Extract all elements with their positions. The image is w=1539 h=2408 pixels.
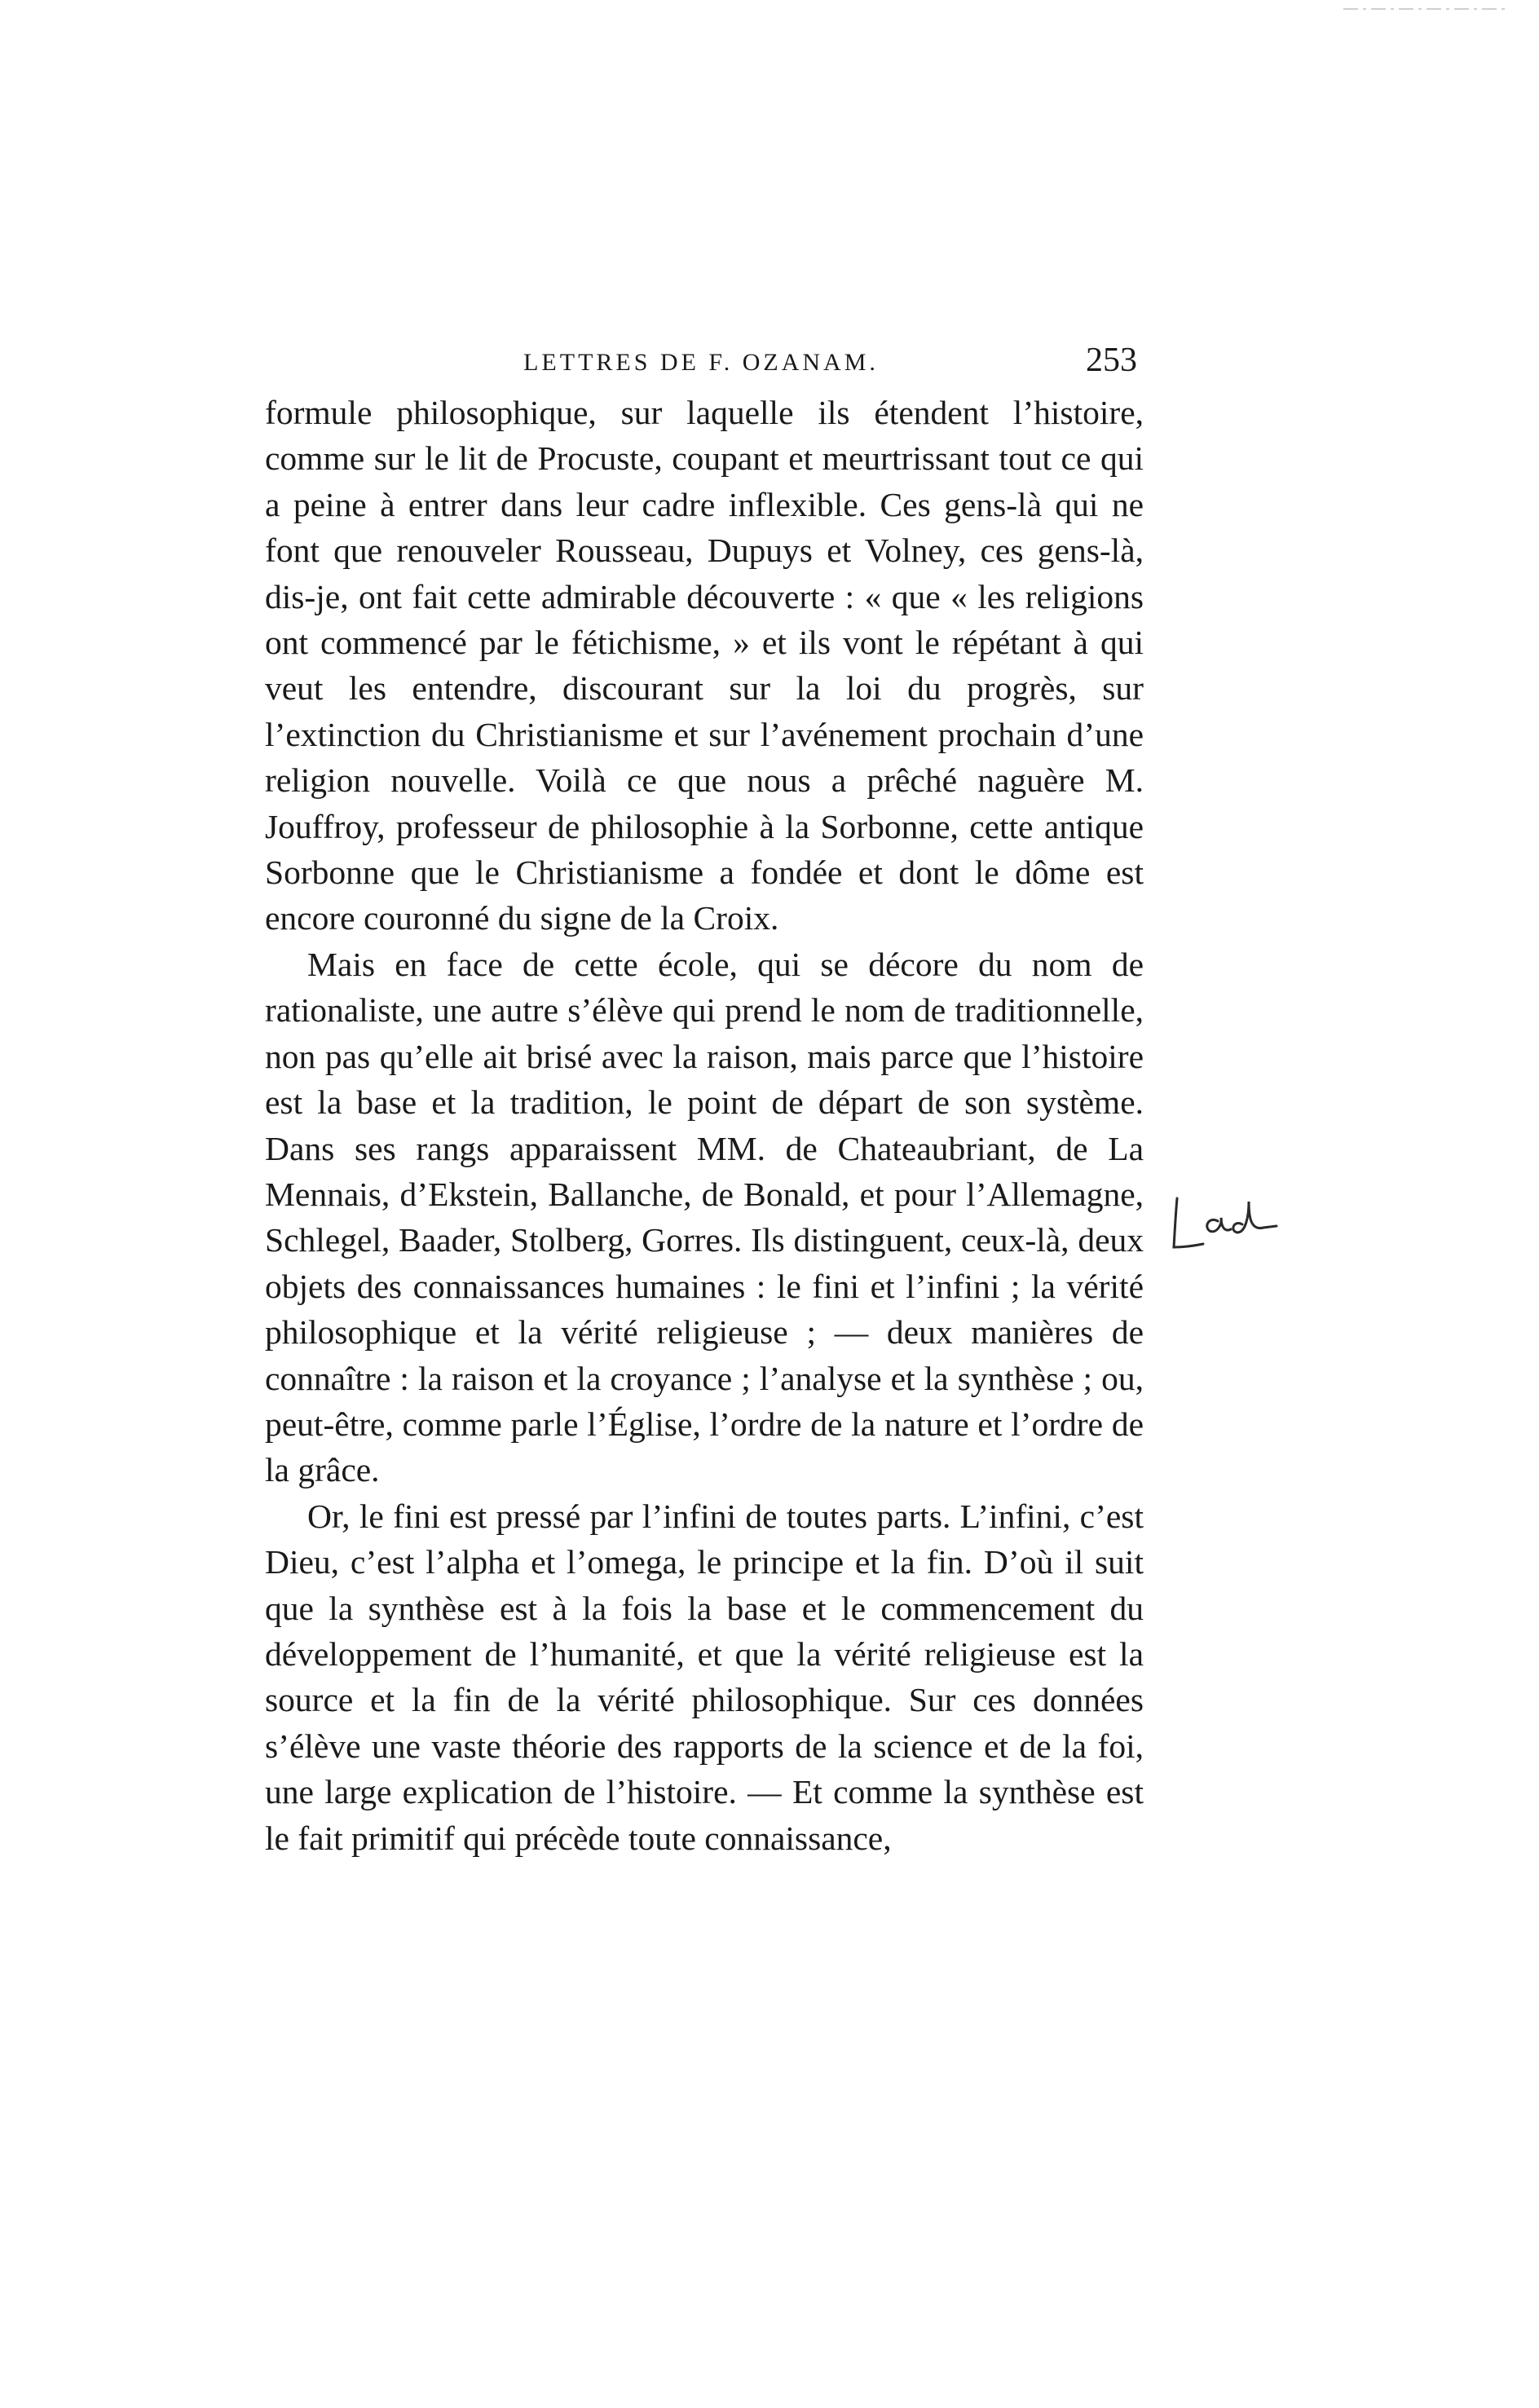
scan-edge-mark — [1343, 0, 1506, 3]
running-title: LETTRES DE F. OZANAM. — [523, 349, 879, 376]
paragraph-continuation: formule philosophique, sur laquelle ils étendent l’histoire, comme sur le lit de Procuste, coupant et meurtrissant tout ce qui a peine à entrer dans leur cadre inflexible. Ces gens-là qui ne font que renouveler Rousseau, Dupuys et Volney, ces gens-là, dis-je, ont fait cette admirable découverte : « que « les religions ont commencé par le fétichisme, » et ils vont le répétant à qui veut les entendre, discourant sur la loi du progrès, sur l’extinction du Christianisme et sur l’avénement prochain d’une religion nouvelle. Voilà ce que nous a prêché naguère M. Jouffroy, professeur de philosophie à la Sorbonne, cette antique Sorbonne que le Christianisme a fondée et dont le dôme est encore couronné du signe de la Croix. — [265, 394, 1144, 937]
paragraph-traditionalist-school: Mais en face de cette école, qui se décore du nom de rationaliste, une autre s’élève qui prend le nom de traditionnelle, non pas qu’elle ait brisé avec la raison, mais parce que l’histoire est la base et la tradition, le point de départ de son système. Dans ses rangs apparaissent MM. de Chateaubriant, de La Mennais, d’Ekstein, Ballanche, de Bonald, et pour l’Allemagne, Schlegel, Baader, Stolberg, Gorres. Ils distinguent, ceux-là, deux objets des connaissances humaines : le fini et l’infini ; la vérité philosophique et la vérité religieuse ; — deux manières de connaître : la raison et la croyance ; l’analyse et la synthèse ; ou, peut-être, comme parle l’Église, l’ordre de la nature et l’ordre de la grâce. — [265, 945, 1144, 1489]
running-head — [265, 341, 1137, 390]
handwritten-annotation-icon — [1167, 1184, 1290, 1257]
handwritten-margin-note — [1167, 1184, 1290, 1257]
body-text — [265, 390, 1144, 1861]
page-number: 253 — [1086, 342, 1137, 379]
paragraph-finite-infinite: Or, le fini est pressé par l’infini de toutes parts. L’infini, c’est Dieu, c’est l’alpha et l’omega, le principe et la fin. D’où il suit que la synthèse est à la fois la base et le commencement du développement de l’humanité, et que la vérité religieuse est la source et la fin de la vérité philosophique. Sur ces données s’élève une vaste théorie des rapports de la science et de la foi, une large explication de l’histoire. — Et comme la synthèse est le fait primitif qui précède toute connaissance, — [265, 1497, 1144, 1857]
